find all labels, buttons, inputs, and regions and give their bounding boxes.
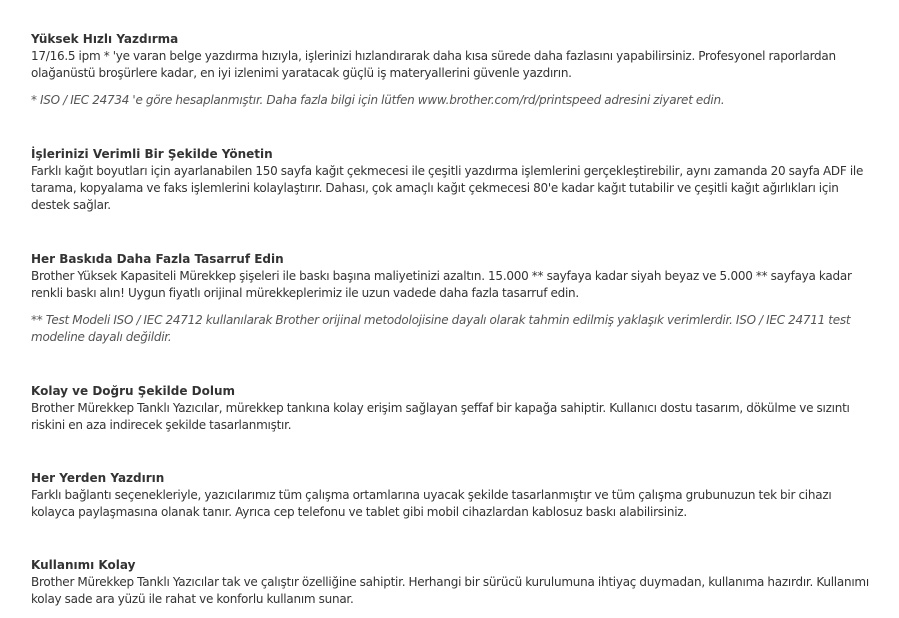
section-body: 17/16.5 ipm * 'ye varan belge yazdırma hızıyla, işlerinizi hızlandırarak daha kısa sürede daha fazlasını yapabilirsiniz. Profesyonel raporlardan olağanüstü broşürlere kadar, en iyi izlenimi yaratacak güçlü iş materyallerini güvenle yazdırın. (31, 49, 836, 80)
section-body: Brother Yüksek Kapasiteli Mürekkep şişeleri ile baskı başına maliyetinizi azaltın. 15.000 ** sayfaya kadar siyah beyaz ve 5.000 ** sayfaya kadar renkli baskı alın! Uygun fiyatlı orijinal mürekkeplerimiz ile uzun vadede daha fazla tasarruf edin. (31, 269, 852, 300)
feature-section-easy-use (31, 557, 876, 608)
section-title: Kolay ve Doğru Şekilde Dolum (31, 384, 236, 398)
section-title: Yüksek Hızlı Yazdırma (31, 32, 179, 46)
section-title: Her Baskıda Daha Fazla Tasarruf Edin (31, 252, 284, 266)
section-footnote: * ISO / IEC 24734 'e göre hesaplanmıştır. Daha fazla bilgi için lütfen www.brother.com/rd/printspeed adresini ziyaret edin. (31, 93, 725, 107)
section-body: Brother Mürekkep Tanklı Yazıcılar, mürekkep tankına kolay erişim sağlayan şeffaf bir kapağa sahiptir. Kullanıcı dostu tasarım, dökülme ve sızıntı riskini en aza indirecek şekilde tasarlanmıştır. (31, 401, 850, 432)
feature-section-easy-refill (31, 383, 876, 434)
feature-list (31, 31, 876, 608)
section-body: Brother Mürekkep Tanklı Yazıcılar tak ve çalıştır özelliğine sahiptir. Herhangi bir sürücü kurulumuna ihtiyaç duymadan, kullanıma hazırdır. Kullanımı kolay sade ara yüzü ile rahat ve konforlu kullanım sunar. (31, 575, 869, 606)
section-body: Farklı kağıt boyutları için ayarlanabilen 150 sayfa kağıt çekmecesi ile çeşitli yazdırma işlemlerini gerçekleştirebilir, aynı zamanda 20 sayfa ADF ile tarama, kopyalama ve faks işlemlerini kolaylaştırır. Dahası, çok amaçlı kağıt çekmecesi 80'e kadar kağıt tutabilir ve çeşitli kağıt ağırlıkları için destek sağlar. (31, 164, 864, 212)
feature-section-savings (31, 251, 876, 346)
section-body: Farklı bağlantı seçenekleriyle, yazıcılarımız tüm çalışma ortamlarına uyacak şekilde tasarlanmıştır ve tüm çalışma grubunuzun tek bir cihazı kolayca paylaşmasına olanak tanır. Ayrıca cep telefonu ve tablet gibi mobil cihazlardan kablosuz baskı alabilirsiniz. (31, 488, 832, 519)
section-title: Her Yerden Yazdırın (31, 471, 165, 485)
section-footnote: ** Test Modeli ISO / IEC 24712 kullanılarak Brother orijinal metodolojisine dayalı olarak tahmin edilmiş yaklaşık verimlerdir. ISO / IEC 24711 test modeline dayalı değildir. (31, 313, 851, 344)
section-title: İşlerinizi Verimli Bir Şekilde Yönetin (31, 147, 273, 161)
section-title: Kullanımı Kolay (31, 558, 136, 572)
feature-section-print-anywhere (31, 470, 876, 521)
feature-section-manage-work (31, 146, 876, 214)
feature-section-high-speed (31, 31, 876, 109)
